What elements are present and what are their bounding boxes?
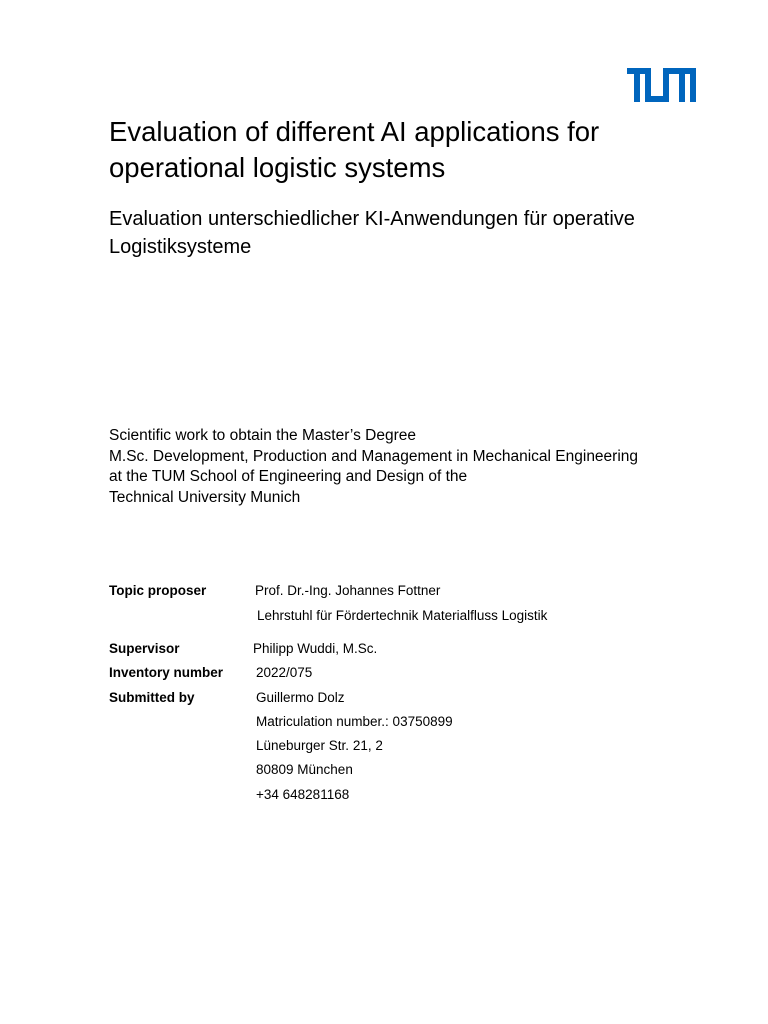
topic-proposer-label: Topic proposer <box>109 583 207 598</box>
submitted-by-label: Submitted by <box>109 690 195 705</box>
degree-statement <box>109 426 749 509</box>
title-german <box>109 205 749 261</box>
inventory-number-label: Inventory number <box>109 665 224 680</box>
title-english <box>109 114 729 186</box>
supervisor-label: Supervisor <box>109 641 180 656</box>
degree-statement-line-4: Technical University Munich <box>109 489 301 507</box>
topic-proposer-name: Prof. Dr.-Ing. Johannes Fottner <box>255 583 441 598</box>
title-german-line-2: Logistiksysteme <box>109 236 252 258</box>
title-english-line-2: operational logistic systems <box>109 152 446 183</box>
topic-proposer-chair: Lehrstuhl für Fördertechnik Materialfluss Logistik <box>257 608 548 623</box>
title-german-line-1: Evaluation unterschiedlicher KI-Anwendungen für operative <box>109 208 635 230</box>
degree-statement-line-3: at the TUM School of Engineering and Design of the <box>109 468 468 486</box>
tum-logo <box>627 68 696 102</box>
phone-number: +34 648281168 <box>256 787 350 802</box>
submitter-name: Guillermo Dolz <box>256 690 345 705</box>
degree-statement-line-1: Scientific work to obtain the Master’s Degree <box>109 427 416 444</box>
address-street: Lüneburger Str. 21, 2 <box>256 738 383 753</box>
inventory-number-value: 2022/075 <box>256 665 313 680</box>
matriculation-number: Matriculation number.: 03750899 <box>256 714 453 729</box>
address-city: 80809 München <box>256 762 353 777</box>
title-english-line-1: Evaluation of different AI applications for <box>109 116 600 147</box>
degree-statement-line-2: M.Sc. Development, Production and Management in Mechanical Engineering <box>109 447 639 465</box>
supervisor-name: Philipp Wuddi, M.Sc. <box>253 641 378 656</box>
